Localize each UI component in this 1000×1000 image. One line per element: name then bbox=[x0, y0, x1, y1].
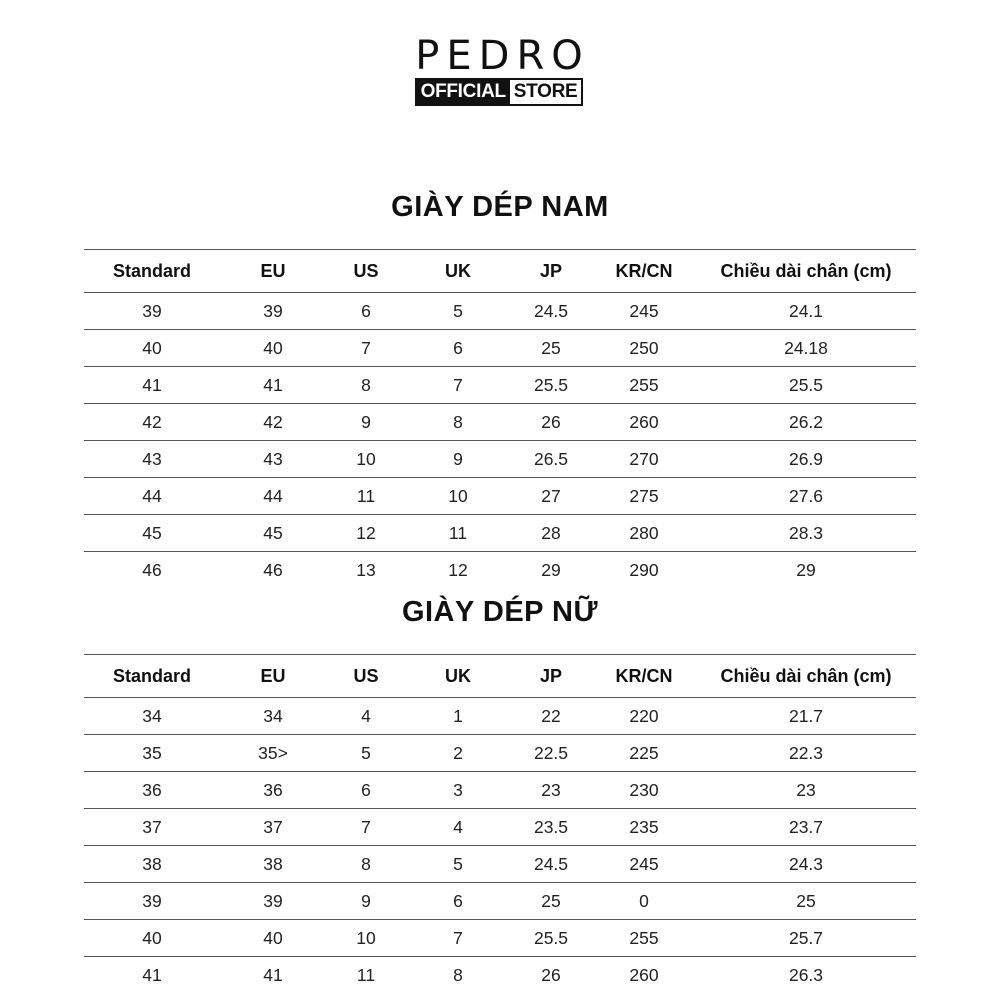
cell-foot-length: 26.3 bbox=[788, 964, 824, 985]
cell-kr-cn: 275 bbox=[592, 478, 696, 515]
cell-eu: 44 bbox=[220, 478, 326, 515]
cell-uk: 5 bbox=[406, 293, 510, 330]
cell-us: 13 bbox=[356, 559, 376, 580]
cell-eu: 41 bbox=[263, 964, 283, 985]
header-jp: JP bbox=[510, 250, 592, 293]
cell-standard: 37 bbox=[84, 809, 220, 846]
cell-eu: 40 bbox=[220, 330, 326, 367]
table-row bbox=[84, 478, 916, 515]
cell-standard: 41 bbox=[142, 964, 162, 985]
cell-standard: 36 bbox=[84, 772, 220, 809]
cell-us: 11 bbox=[356, 964, 376, 985]
header-us: US bbox=[326, 250, 406, 293]
table-row bbox=[84, 920, 916, 957]
header-us: US bbox=[326, 655, 406, 698]
header-kr-cn: KR/CN bbox=[592, 655, 696, 698]
cell-us: 6 bbox=[326, 293, 406, 330]
cell-jp: 25 bbox=[510, 883, 592, 920]
cell-standard: 40 bbox=[84, 920, 220, 957]
cell-jp: 26 bbox=[510, 404, 592, 441]
cell-us: 11 bbox=[326, 478, 406, 515]
cell-standard: 40 bbox=[84, 330, 220, 367]
logo-store-label: STORE bbox=[510, 80, 582, 104]
cell-standard: 34 bbox=[84, 698, 220, 735]
table-header-row bbox=[84, 250, 916, 293]
cell-foot-length: 25.5 bbox=[696, 367, 916, 404]
cell-jp: 25.5 bbox=[510, 367, 592, 404]
cell-standard: 46 bbox=[142, 559, 162, 580]
cell-us: 10 bbox=[326, 920, 406, 957]
cell-jp: 27 bbox=[510, 478, 592, 515]
cell-uk: 1 bbox=[406, 698, 510, 735]
cell-kr-cn: 235 bbox=[592, 809, 696, 846]
cell-jp: 28 bbox=[510, 515, 592, 552]
header-kr-cn: KR/CN bbox=[592, 250, 696, 293]
cell-eu: 35> bbox=[220, 735, 326, 772]
cell-us: 12 bbox=[326, 515, 406, 552]
cell-eu: 34 bbox=[220, 698, 326, 735]
cell-kr-cn: 260 bbox=[592, 404, 696, 441]
cell-jp: 24.5 bbox=[510, 293, 592, 330]
table-row bbox=[84, 330, 916, 367]
cell-standard: 44 bbox=[84, 478, 220, 515]
table-row bbox=[84, 698, 916, 735]
cell-standard: 39 bbox=[84, 883, 220, 920]
table-row bbox=[84, 957, 916, 994]
cell-uk: 7 bbox=[406, 367, 510, 404]
cell-us: 5 bbox=[326, 735, 406, 772]
table-row bbox=[84, 404, 916, 441]
cell-eu: 43 bbox=[220, 441, 326, 478]
table-row bbox=[84, 515, 916, 552]
cell-standard: 39 bbox=[84, 293, 220, 330]
cell-foot-length: 24.18 bbox=[696, 330, 916, 367]
cell-uk: 6 bbox=[406, 330, 510, 367]
cell-kr-cn: 225 bbox=[592, 735, 696, 772]
table-row bbox=[84, 293, 916, 330]
cell-kr-cn: 255 bbox=[592, 920, 696, 957]
cell-standard: 41 bbox=[84, 367, 220, 404]
cell-us: 6 bbox=[326, 772, 406, 809]
cell-kr-cn: 220 bbox=[592, 698, 696, 735]
cell-uk: 12 bbox=[448, 559, 468, 580]
cell-eu: 41 bbox=[220, 367, 326, 404]
header-foot-length: Chiều dài chân (cm) bbox=[696, 655, 916, 698]
cell-jp: 23.5 bbox=[510, 809, 592, 846]
logo-official-label: OFFICIAL bbox=[417, 80, 510, 104]
cell-kr-cn: 250 bbox=[592, 330, 696, 367]
cell-jp: 25 bbox=[510, 330, 592, 367]
header-eu: EU bbox=[220, 250, 326, 293]
cell-foot-length: 25 bbox=[696, 883, 916, 920]
cell-us: 8 bbox=[326, 846, 406, 883]
cell-foot-length: 24.1 bbox=[696, 293, 916, 330]
cell-uk: 10 bbox=[406, 478, 510, 515]
cell-uk: 9 bbox=[406, 441, 510, 478]
table-row bbox=[84, 883, 916, 920]
women-size-table bbox=[84, 654, 916, 993]
cell-standard: 35 bbox=[84, 735, 220, 772]
cell-standard: 42 bbox=[84, 404, 220, 441]
cell-kr-cn: 0 bbox=[592, 883, 696, 920]
header-eu: EU bbox=[220, 655, 326, 698]
cell-eu: 42 bbox=[220, 404, 326, 441]
cell-jp: 29 bbox=[541, 559, 561, 580]
cell-foot-length: 23 bbox=[696, 772, 916, 809]
cell-kr-cn: 260 bbox=[629, 964, 659, 985]
cell-uk: 3 bbox=[406, 772, 510, 809]
cell-eu: 45 bbox=[220, 515, 326, 552]
header-foot-length: Chiều dài chân (cm) bbox=[696, 250, 916, 293]
header-uk: UK bbox=[406, 655, 510, 698]
men-size-table bbox=[84, 249, 916, 588]
cell-jp: 23 bbox=[510, 772, 592, 809]
cell-foot-length: 25.7 bbox=[696, 920, 916, 957]
cell-foot-length: 29 bbox=[796, 559, 816, 580]
cell-uk: 6 bbox=[406, 883, 510, 920]
cell-eu: 37 bbox=[220, 809, 326, 846]
cell-standard: 38 bbox=[84, 846, 220, 883]
cell-jp: 22 bbox=[510, 698, 592, 735]
table-row bbox=[84, 367, 916, 404]
cell-foot-length: 27.6 bbox=[696, 478, 916, 515]
cell-uk: 2 bbox=[406, 735, 510, 772]
women-section-title: GIÀY DÉP NỮ bbox=[401, 596, 599, 628]
logo-wordmark: PEDRO bbox=[415, 33, 590, 79]
cell-eu: 46 bbox=[263, 559, 283, 580]
header-uk: UK bbox=[406, 250, 510, 293]
table-row bbox=[84, 846, 916, 883]
cell-uk: 7 bbox=[406, 920, 510, 957]
table-row bbox=[84, 441, 916, 478]
cell-foot-length: 22.3 bbox=[696, 735, 916, 772]
cell-uk: 11 bbox=[406, 515, 510, 552]
cell-us: 7 bbox=[326, 809, 406, 846]
cell-foot-length: 28.3 bbox=[696, 515, 916, 552]
cell-standard: 43 bbox=[84, 441, 220, 478]
header-jp: JP bbox=[510, 655, 592, 698]
cell-jp: 26 bbox=[541, 964, 561, 985]
table-row bbox=[84, 735, 916, 772]
cell-standard: 45 bbox=[84, 515, 220, 552]
cell-eu: 38 bbox=[220, 846, 326, 883]
cell-jp: 22.5 bbox=[510, 735, 592, 772]
cell-uk: 8 bbox=[406, 404, 510, 441]
header-standard: Standard bbox=[84, 250, 220, 293]
logo-badge bbox=[415, 78, 584, 106]
cell-foot-length: 24.3 bbox=[696, 846, 916, 883]
header-standard: Standard bbox=[84, 655, 220, 698]
cell-us: 10 bbox=[326, 441, 406, 478]
cell-kr-cn: 245 bbox=[592, 846, 696, 883]
cell-kr-cn: 290 bbox=[629, 559, 659, 580]
cell-uk: 4 bbox=[406, 809, 510, 846]
table-header-row bbox=[84, 655, 916, 698]
cell-kr-cn: 280 bbox=[592, 515, 696, 552]
cell-foot-length: 23.7 bbox=[696, 809, 916, 846]
cell-us: 7 bbox=[326, 330, 406, 367]
cell-eu: 39 bbox=[220, 883, 326, 920]
table-row bbox=[84, 772, 916, 809]
cell-kr-cn: 245 bbox=[592, 293, 696, 330]
cell-foot-length: 26.9 bbox=[696, 441, 916, 478]
cell-us: 9 bbox=[326, 404, 406, 441]
table-row bbox=[84, 809, 916, 846]
cell-foot-length: 21.7 bbox=[696, 698, 916, 735]
cell-us: 8 bbox=[326, 367, 406, 404]
cell-uk: 5 bbox=[406, 846, 510, 883]
cell-kr-cn: 270 bbox=[592, 441, 696, 478]
cell-uk: 8 bbox=[453, 964, 463, 985]
cell-foot-length: 26.2 bbox=[696, 404, 916, 441]
cell-jp: 24.5 bbox=[510, 846, 592, 883]
cell-kr-cn: 255 bbox=[592, 367, 696, 404]
cell-jp: 25.5 bbox=[510, 920, 592, 957]
men-section-title: GIÀY DÉP NAM bbox=[391, 191, 609, 223]
brand-logo bbox=[405, 33, 593, 106]
cell-jp: 26.5 bbox=[510, 441, 592, 478]
cell-kr-cn: 230 bbox=[592, 772, 696, 809]
cell-us: 9 bbox=[326, 883, 406, 920]
table-row bbox=[84, 552, 916, 589]
cell-eu: 39 bbox=[220, 293, 326, 330]
cell-eu: 36 bbox=[220, 772, 326, 809]
cell-us: 4 bbox=[326, 698, 406, 735]
cell-eu: 40 bbox=[220, 920, 326, 957]
